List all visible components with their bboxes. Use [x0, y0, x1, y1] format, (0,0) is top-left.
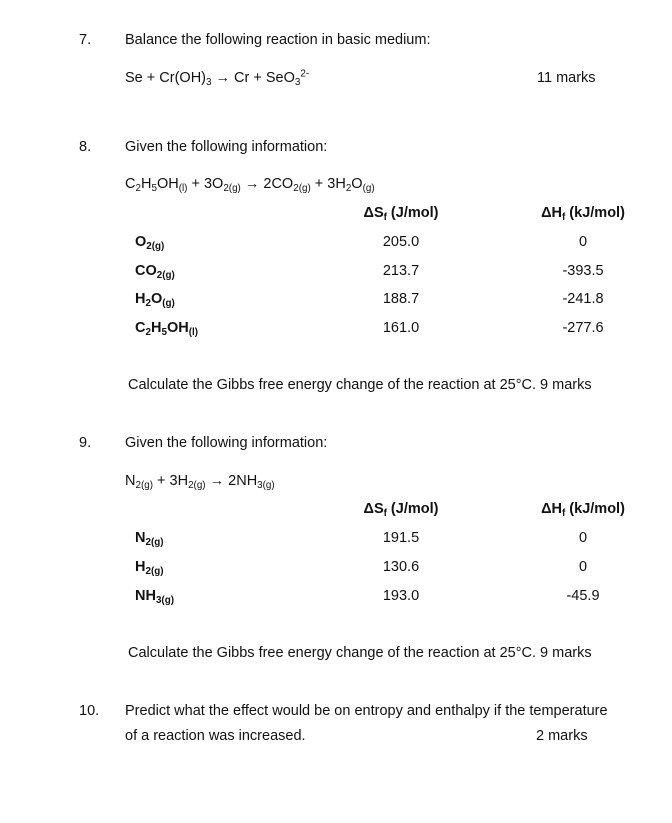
q8-row-label: $CO_{2(g)}$: [135, 263, 175, 281]
q10-marks: 2 marks: [536, 728, 588, 744]
q8-row-label: $C_2H_5OH_{(l)}$: [135, 320, 198, 338]
q7-marks: 11 marks: [537, 70, 596, 86]
q9-row-enthalpy: 0: [578, 559, 588, 575]
q9-header-enthalpy: $\Delta H_f$ (kJ/mol): [541, 501, 625, 519]
q9-reaction: $N_{2(g)} + 3H_{2(g)} \to 2NH_{3(g)}$: [125, 473, 275, 491]
q9-prompt: Given the following information:: [125, 435, 328, 451]
q7-number: 7.: [79, 32, 92, 48]
q8-row-enthalpy: -277.6: [562, 320, 604, 336]
q7-reaction: $Se + Cr(OH)_3 \to Cr + SeO_3^{2-}$: [125, 68, 310, 88]
q9-row-label: $N_{2(g)}$: [135, 530, 164, 548]
q8-header-enthalpy: $\Delta H_f$ (kJ/mol): [541, 205, 625, 223]
q8-row-label: $H_2O_{(g)}$: [135, 291, 175, 309]
q10-number: 10.: [79, 703, 100, 719]
q9-row-label: $H_{2(g)}$: [135, 559, 164, 577]
q9-row-enthalpy: -45.9: [566, 588, 600, 604]
q8-row-label: $O_{2(g)}$: [135, 234, 165, 252]
q8-row-entropy: 161.0: [382, 320, 420, 336]
q8-row-enthalpy: 0: [578, 234, 588, 250]
q7-prompt: Balance the following reaction in basic medium:: [125, 32, 431, 48]
q9-row-entropy: 130.6: [382, 559, 420, 575]
q9-row-entropy: 191.5: [382, 530, 420, 546]
q8-row-enthalpy: -241.8: [562, 291, 604, 307]
q8-prompt: Given the following information:: [125, 139, 328, 155]
q9-row-enthalpy: 0: [578, 530, 588, 546]
q8-row-enthalpy: -393.5: [562, 263, 604, 279]
q10-line1: Predict what the effect would be on entropy and enthalpy if the temperature: [125, 703, 608, 719]
q8-number: 8.: [79, 139, 92, 155]
q8-row-entropy: 205.0: [382, 234, 420, 250]
q10-line2: of a reaction was increased.: [125, 728, 306, 744]
q9-number: 9.: [79, 435, 92, 451]
q9-row-label: $NH_{3(g)}$: [135, 588, 174, 606]
q8-header-entropy: $\Delta S_f$ (J/mol): [363, 205, 439, 223]
q8-reaction: $C_2H_5OH_{(l)} + 3O_{2(g)} \to 2CO_{2(g)} + 3H_2O_{(g)}$: [125, 176, 375, 194]
q9-row-entropy: 193.0: [382, 588, 420, 604]
q8-question: Calculate the Gibbs free energy change of the reaction at 25°C. 9 marks: [128, 377, 592, 393]
q8-row-entropy: 188.7: [382, 291, 420, 307]
q9-header-entropy: $\Delta S_f$ (J/mol): [363, 501, 439, 519]
q8-row-entropy: 213.7: [382, 263, 420, 279]
q9-question: Calculate the Gibbs free energy change of the reaction at 25°C. 9 marks: [128, 645, 592, 661]
